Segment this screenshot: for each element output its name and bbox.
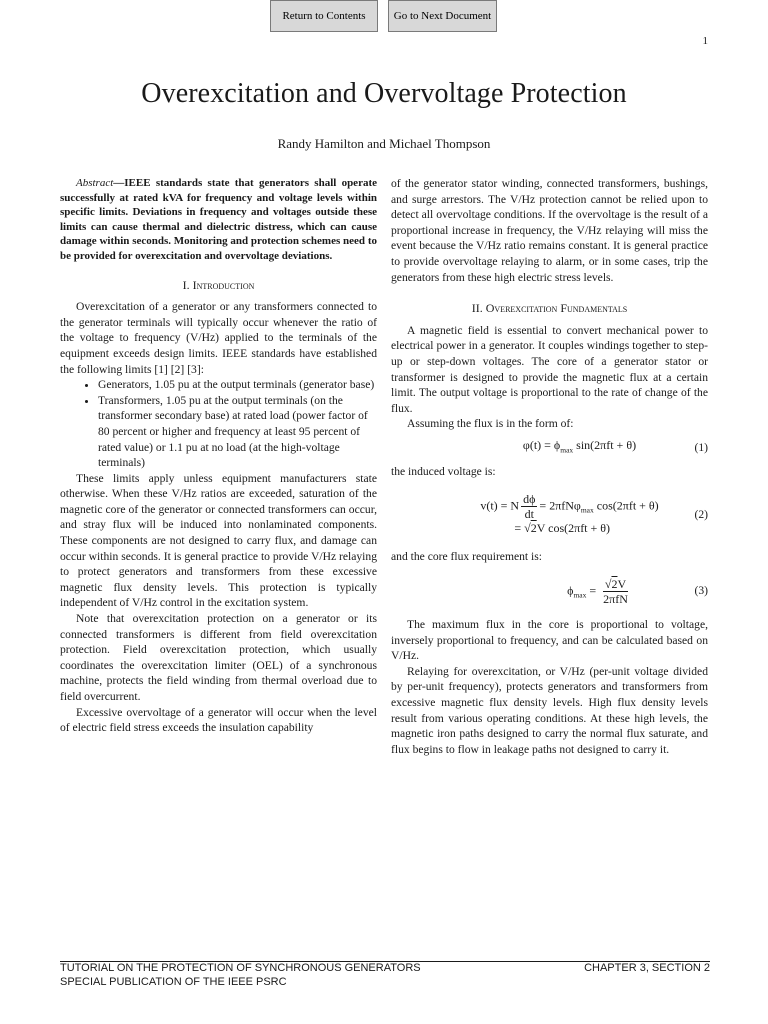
return-to-contents-button[interactable]: Return to Contents — [270, 0, 378, 32]
list-item: • Generators, 1.05 pu at the output terminals (generator base) — [98, 377, 377, 393]
footer-left-line1: TUTORIAL ON THE PROTECTION OF SYNCHRONOUS GENERATORS — [60, 962, 421, 974]
paragraph: Note that overexcitation protection on a generator or its connected transformers is different from field overexcitation protection. Field overexcitation protection, which usually coordinates the overexcitation limiter (OEL) of a synchronous machine, protects the field winding from thermal overload due to field overcurrent. — [60, 612, 377, 703]
next-document-button[interactable]: Go to Next Document — [388, 0, 497, 32]
section-heading-introduction: I. Introduction — [182, 277, 255, 292]
equation-number: (3) — [694, 584, 708, 598]
list-item: • Transformers, 1.05 pu at the output terminals (on the transformer secondary base) at rated load (power factor of 80 percent or higher and frequency at least 95 percent of rated value) or 1.1 pu at no load (at the high-voltage terminals) — [98, 393, 377, 471]
authors: Randy Hamilton and Michael Thompson — [277, 136, 491, 151]
left-column — [60, 176, 377, 736]
page-title: Overexcitation and Overvoltage Protection — [141, 78, 627, 109]
paragraph: of the generator stator winding, connected transformers, bushings, and surge arrestors. The V/Hz protection cannot be relied upon to detect all overvoltage conditions. If the overvoltage is the result of a proportional increase in frequency, the V/Hz relaying will miss the event because the V/Hz ratio remains constant. It is general practice to provide overvoltage relaying to alarm, or in some cases, trip the generators from these high electric stress levels. — [391, 177, 708, 284]
paragraph: Relaying for overexcitation, or V/Hz (per-unit voltage divided by per-unit frequency), protects generators and transformers from excessive magnetic flux density levels. High flux density levels result from various operating conditions. At these high levels, the magnetic iron paths designed to carry the normal flux saturate, and flux begins to flow in leakage paths not designed to carry it. — [391, 664, 708, 756]
equation-2: v(t) = N $\frac{d\phi}{dt}$ = 2πfNφ$_{max}$ cos(2πft + θ) = √2V cos(2πft + θ) (2) — [480, 492, 708, 536]
equation-1: $\varphi(t) = \phi_{max}$ sin(2πft + θ) (1) — [522, 437, 708, 455]
abstract — [60, 176, 377, 264]
equation-3: $\phi_{max}$ = $\frac{√2V}{\text{2πfN}}$ (3) — [567, 576, 708, 606]
paragraph: Excessive overvoltage of a generator will occur when the level of electric field stress exceeds the insulation capability — [60, 705, 377, 735]
right-column — [391, 176, 708, 757]
paragraph: Overexcitation of a generator or any transformers connected to the generator terminals will typically occur whenever the ratio of the voltage to frequency (V/Hz) applied to the terminals of the equipment exceeds design limits. IEEE standards have established the following limits [1] [2] [3]: — [60, 300, 377, 376]
equation-number: (2) — [694, 507, 708, 521]
paragraph: These limits apply unless equipment manufacturers state otherwise. When these V/Hz ratios are exceeded, saturation of the magnetic core of the generator or connected transformers can occur, and stray flux will be induced into nonlaminated components. These components are not designed to carry flux, and damage can occur within seconds. It is general practice to provide V/Hz relaying to protect generators and transformers from these excessive magnetic flux density levels. This protection is typically independent of V/Hz control in the excitation system. — [60, 471, 377, 610]
paragraph: A magnetic field is essential to convert mechanical power to electrical power in a generator. It couples windings together to step-up or step-down voltages. The core of a generator stator or transformer is designed to provide the magnetic flux at a certain limit. The output voltage is proportional to the rate of change of the flux. — [391, 323, 708, 415]
limits-list — [60, 377, 377, 471]
abstract-label: Abstract — [76, 177, 114, 189]
equation-number: (1) — [694, 441, 708, 455]
paragraph: Assuming the flux is in the form of: — [407, 417, 574, 431]
paragraph: The maximum flux in the core is proportional to voltage, inversely proportional to frequency, and can be calculated based on V/Hz. — [391, 618, 708, 663]
section-heading-fundamentals: II. Overexcitation Fundamentals — [471, 301, 628, 316]
page-number: 1 — [702, 35, 708, 47]
footer-right: CHAPTER 3, SECTION 2 — [584, 962, 710, 974]
abstract-text: —IEEE standards state that generators shall operate successfully at rated kVA for frequency and voltage levels within specific limits. Deviations in frequency and voltages outside these limits can cause thermal and dielectric distress, which can cause damage within seconds. Monitoring and protection schemes need to be provided for overexcitation and overvoltage deviations. — [60, 177, 377, 262]
footer-left-line2: SPECIAL PUBLICATION OF THE IEEE PSRC — [60, 976, 287, 988]
paragraph: and the core flux requirement is: — [391, 550, 542, 564]
paragraph: the induced voltage is: — [391, 464, 496, 478]
